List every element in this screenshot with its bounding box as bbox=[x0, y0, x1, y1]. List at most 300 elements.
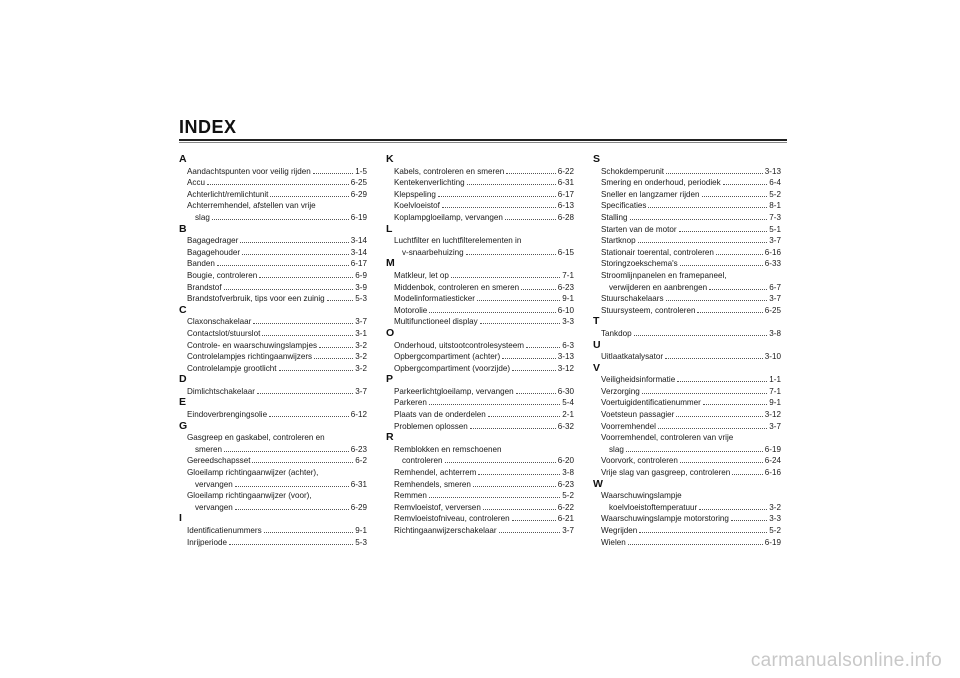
section-letter: O bbox=[386, 326, 395, 339]
entry-page-ref: 6-32 bbox=[557, 421, 574, 431]
entry-text: verwijderen en aanbrengen bbox=[609, 282, 708, 292]
index-entry bbox=[179, 490, 367, 513]
entry-page-ref: 6-16 bbox=[764, 468, 781, 478]
section-letter: U bbox=[593, 338, 601, 351]
section-letter: I bbox=[179, 512, 182, 525]
dot-leader bbox=[680, 455, 763, 463]
entry-text: Middenbok, controleren en smeren bbox=[394, 282, 520, 292]
section-letter: C bbox=[179, 303, 187, 316]
index-entry bbox=[593, 235, 781, 247]
dot-leader bbox=[480, 316, 561, 324]
dot-leader bbox=[502, 351, 556, 359]
index-entry bbox=[593, 224, 781, 236]
entry-text: Motorolie bbox=[394, 305, 428, 315]
index-entry bbox=[386, 340, 574, 352]
index-entry bbox=[179, 409, 367, 421]
entry-text: slag bbox=[609, 444, 624, 454]
index-entry bbox=[179, 386, 367, 398]
entry-text: Banden bbox=[187, 259, 215, 269]
section-letter: S bbox=[593, 153, 601, 165]
entry-page-ref: 6-29 bbox=[350, 502, 367, 512]
entry-text: Brandstof bbox=[187, 282, 222, 292]
index-entry bbox=[179, 537, 367, 549]
index-entry bbox=[386, 305, 574, 317]
entry-page-ref: 6-4 bbox=[769, 178, 781, 188]
entry-text: Specificaties bbox=[601, 201, 647, 211]
index-entry bbox=[593, 432, 781, 455]
dot-leader bbox=[314, 351, 353, 359]
index-column-1 bbox=[179, 154, 367, 548]
entry-page-ref: 6-7 bbox=[769, 282, 781, 292]
index-entry bbox=[593, 467, 781, 479]
dot-leader bbox=[716, 247, 763, 255]
entry-page-ref: 6-15 bbox=[557, 247, 574, 257]
index-entry bbox=[593, 270, 781, 293]
index-column-3 bbox=[593, 154, 781, 548]
section-letter: B bbox=[179, 222, 187, 235]
index-entry bbox=[179, 467, 367, 490]
dot-leader bbox=[467, 177, 556, 185]
entry-text: Stuursysteem, controleren bbox=[601, 305, 696, 315]
entry-text: Parkeren bbox=[394, 398, 427, 408]
index-entry bbox=[179, 247, 367, 259]
entry-page-ref: 3-14 bbox=[350, 236, 367, 246]
dot-leader bbox=[676, 409, 762, 417]
entry-page-ref: 7-3 bbox=[769, 212, 781, 222]
entry-text: Accu bbox=[187, 178, 205, 188]
entry-text: Dimlichtschakelaar bbox=[187, 386, 255, 396]
dot-leader bbox=[677, 374, 767, 382]
index-entry bbox=[593, 200, 781, 212]
entry-page-ref: 3-13 bbox=[557, 352, 574, 362]
dot-leader bbox=[699, 502, 767, 510]
index-entry bbox=[386, 235, 574, 258]
index-entry bbox=[593, 455, 781, 467]
dot-leader bbox=[442, 200, 556, 208]
dot-leader bbox=[252, 455, 353, 463]
entry-text: Aandachtspunten voor veilig rijden bbox=[187, 166, 311, 176]
dot-leader bbox=[526, 340, 560, 348]
title-rule bbox=[179, 139, 787, 141]
entry-text: Remvloeistof, verversen bbox=[394, 502, 481, 512]
entry-page-ref: 3-7 bbox=[562, 526, 574, 535]
dot-leader bbox=[429, 490, 560, 498]
dot-leader bbox=[269, 409, 349, 417]
entry-text: Remmen bbox=[394, 491, 427, 501]
entry-text: Bougie, controleren bbox=[187, 270, 258, 280]
entry-page-ref: 5-1 bbox=[769, 224, 781, 234]
entry-page-ref: 3-9 bbox=[355, 282, 367, 292]
entry-page-ref: 6-24 bbox=[764, 456, 781, 466]
entry-page-ref: 3-7 bbox=[355, 317, 367, 327]
dot-leader bbox=[313, 166, 354, 174]
dot-leader bbox=[666, 166, 763, 174]
entry-page-ref: 3-2 bbox=[355, 352, 367, 362]
entry-text: Uitlaatkatalysator bbox=[601, 352, 664, 362]
entry-page-ref: 3-8 bbox=[562, 468, 574, 478]
dot-leader bbox=[512, 363, 556, 371]
index-entry bbox=[386, 421, 574, 433]
dot-leader bbox=[665, 351, 763, 359]
dot-leader bbox=[224, 444, 349, 452]
entry-text: Kabels, controleren en smeren bbox=[394, 166, 505, 176]
dot-leader bbox=[207, 177, 349, 185]
entry-page-ref: 1-1 bbox=[769, 375, 781, 385]
dot-leader bbox=[512, 513, 556, 521]
dot-leader bbox=[488, 409, 560, 417]
entry-page-ref: 3-14 bbox=[350, 247, 367, 257]
section-letter: E bbox=[179, 396, 187, 409]
section-letter: M bbox=[386, 257, 395, 270]
dot-leader bbox=[697, 305, 762, 313]
entry-text: Stuurschakelaars bbox=[601, 294, 664, 304]
dot-leader bbox=[212, 212, 349, 220]
entry-text: Verzorging bbox=[601, 386, 640, 396]
entry-text: Storingzoekschema's bbox=[601, 259, 678, 269]
entry-text: Achterremhendel, afstellen van vrije bbox=[187, 201, 316, 211]
entry-page-ref: 9-1 bbox=[769, 398, 781, 408]
dot-leader bbox=[499, 525, 561, 533]
entry-page-ref: 3-7 bbox=[769, 236, 781, 246]
index-entry bbox=[386, 386, 574, 398]
index-entry bbox=[179, 282, 367, 294]
entry-page-ref: 6-25 bbox=[350, 178, 367, 188]
section-letter: P bbox=[386, 373, 394, 386]
dot-leader bbox=[253, 316, 353, 324]
index-entry bbox=[386, 363, 574, 375]
index-entry bbox=[386, 282, 574, 294]
dot-leader bbox=[429, 305, 556, 313]
entry-text: Koplampgloeilamp, vervangen bbox=[394, 212, 503, 222]
dot-leader bbox=[229, 537, 353, 545]
dot-leader bbox=[630, 212, 768, 220]
section-letter: K bbox=[386, 153, 394, 165]
entry-page-ref: 3-2 bbox=[355, 363, 367, 373]
entry-page-ref: 6-9 bbox=[355, 270, 367, 280]
entry-text: Inrijperiode bbox=[187, 537, 228, 547]
entry-text: Kentekenverlichting bbox=[394, 178, 465, 188]
section-letter: D bbox=[179, 373, 187, 386]
entry-page-ref: 5-2 bbox=[562, 491, 574, 501]
entry-page-ref: 6-23 bbox=[557, 282, 574, 292]
index-entry bbox=[593, 351, 781, 363]
index-entry bbox=[593, 247, 781, 259]
entry-page-ref: 3-3 bbox=[562, 317, 574, 327]
entry-page-ref: 6-33 bbox=[764, 259, 781, 269]
dot-leader bbox=[235, 479, 349, 487]
dot-leader bbox=[224, 282, 354, 290]
index-entry bbox=[179, 189, 367, 201]
index-entry bbox=[179, 293, 367, 305]
index-entry bbox=[386, 189, 574, 201]
entry-text: Gloeilamp richtingaanwijzer (achter), bbox=[187, 468, 319, 478]
dot-leader bbox=[327, 293, 354, 301]
entry-text: Stationair toerental, controleren bbox=[601, 247, 714, 257]
section-letter: L bbox=[386, 222, 393, 235]
entry-text: smeren bbox=[195, 444, 222, 454]
entry-page-ref: 3-13 bbox=[764, 166, 781, 176]
watermark-text: carmanualsonline.info bbox=[750, 650, 942, 671]
entry-text: Waarschuwingslampje bbox=[601, 491, 682, 501]
entry-text: Veiligheidsinformatie bbox=[601, 375, 676, 385]
entry-text: Controlelampje grootlicht bbox=[187, 363, 277, 373]
index-entry bbox=[593, 328, 781, 340]
index-entry bbox=[386, 270, 574, 282]
entry-page-ref: 6-3 bbox=[562, 340, 574, 350]
dot-leader bbox=[679, 224, 768, 232]
entry-page-ref: 3-10 bbox=[764, 352, 781, 362]
entry-page-ref: 6-29 bbox=[350, 189, 367, 199]
entry-page-ref: 5-3 bbox=[355, 294, 367, 304]
entry-text: Remblokken en remschoenen bbox=[394, 444, 502, 454]
entry-text: Remvloeistofniveau, controleren bbox=[394, 514, 510, 524]
dot-leader bbox=[703, 397, 767, 405]
entry-text: Achterlicht/remlichtunit bbox=[187, 189, 269, 199]
dot-leader bbox=[451, 270, 560, 278]
dot-leader bbox=[270, 189, 348, 197]
entry-text: controleren bbox=[402, 456, 443, 466]
entry-text: Wielen bbox=[601, 537, 626, 547]
entry-page-ref: 3-12 bbox=[557, 363, 574, 373]
entry-page-ref: 9-1 bbox=[355, 526, 367, 535]
entry-page-ref: 3-1 bbox=[355, 328, 367, 338]
entry-page-ref: 2-1 bbox=[562, 410, 574, 420]
index-entry bbox=[179, 525, 367, 537]
entry-text: Sneller en langzamer rijden bbox=[601, 189, 700, 199]
entry-page-ref: 3-7 bbox=[769, 294, 781, 304]
dot-leader bbox=[257, 386, 353, 394]
entry-page-ref: 6-10 bbox=[557, 305, 574, 315]
entry-page-ref: 6-20 bbox=[557, 456, 574, 466]
index-entry bbox=[593, 189, 781, 201]
dot-leader bbox=[648, 200, 767, 208]
dot-leader bbox=[466, 247, 556, 255]
entry-page-ref: 6-16 bbox=[764, 247, 781, 257]
index-entry bbox=[593, 525, 781, 537]
entry-text: Multifunctioneel display bbox=[394, 317, 478, 327]
dot-leader bbox=[516, 386, 556, 394]
index-entry bbox=[386, 513, 574, 525]
index-entry bbox=[179, 340, 367, 352]
entry-text: Richtingaanwijzerschakelaar bbox=[394, 526, 497, 535]
entry-page-ref: 3-8 bbox=[769, 328, 781, 338]
index-entry bbox=[179, 200, 367, 223]
entry-text: vervangen bbox=[195, 479, 233, 489]
dot-leader bbox=[658, 421, 767, 429]
dot-leader bbox=[242, 247, 349, 255]
entry-page-ref: 9-1 bbox=[562, 294, 574, 304]
index-entry bbox=[593, 386, 781, 398]
index-entry bbox=[593, 397, 781, 409]
index-entry bbox=[593, 490, 781, 513]
entry-text: Opbergcompartiment (voorzijde) bbox=[394, 363, 511, 373]
index-entry bbox=[593, 258, 781, 270]
entry-text: Smering en onderhoud, periodiek bbox=[601, 178, 721, 188]
entry-text: Eindoverbrengingsolie bbox=[187, 410, 268, 420]
entry-text: Starten van de motor bbox=[601, 224, 677, 234]
entry-page-ref: 3-7 bbox=[355, 386, 367, 396]
entry-text: Koelvloeistof bbox=[394, 201, 440, 211]
dot-leader bbox=[477, 293, 560, 301]
entry-page-ref: 5-2 bbox=[769, 189, 781, 199]
entry-text: Luchtfilter en luchtfilterelementen in bbox=[394, 236, 522, 246]
index-entry bbox=[386, 166, 574, 178]
index-entry bbox=[386, 409, 574, 421]
index-entry bbox=[593, 409, 781, 421]
entry-page-ref: 6-23 bbox=[557, 479, 574, 489]
section-letter: G bbox=[179, 419, 188, 432]
entry-page-ref: 5-4 bbox=[562, 398, 574, 408]
entry-page-ref: 6-12 bbox=[350, 410, 367, 420]
entry-text: Brandstofverbruik, tips voor een zuinig bbox=[187, 294, 325, 304]
entry-page-ref: 6-30 bbox=[557, 386, 574, 396]
dot-leader bbox=[235, 502, 349, 510]
section-letter: A bbox=[179, 153, 187, 165]
dot-leader bbox=[628, 537, 763, 545]
index-entry bbox=[386, 502, 574, 514]
entry-text: Startknop bbox=[601, 236, 636, 246]
page-title: INDEX bbox=[179, 117, 237, 137]
index-entry bbox=[386, 351, 574, 363]
entry-page-ref: 6-19 bbox=[764, 444, 781, 454]
dot-leader bbox=[639, 525, 767, 533]
entry-page-ref: 6-17 bbox=[350, 259, 367, 269]
index-entry bbox=[386, 479, 574, 491]
entry-page-ref: 5-3 bbox=[355, 537, 367, 547]
index-entry bbox=[593, 293, 781, 305]
entry-text: Voorremhendel, controleren van vrije bbox=[601, 433, 734, 443]
index-entry bbox=[386, 467, 574, 479]
entry-text: Parkeerlichtgloeilamp, vervangen bbox=[394, 386, 514, 396]
entry-text: Controle- en waarschuwingslampjes bbox=[187, 340, 318, 350]
dot-leader bbox=[438, 189, 556, 197]
dot-leader bbox=[723, 177, 768, 185]
entry-text: Waarschuwingslampje motorstoring bbox=[601, 514, 729, 524]
entry-page-ref: 6-19 bbox=[764, 537, 781, 547]
entry-text: vervangen bbox=[195, 502, 233, 512]
index-entry bbox=[179, 432, 367, 455]
index-entry bbox=[386, 444, 574, 467]
entry-text: Stalling bbox=[601, 212, 628, 222]
dot-leader bbox=[505, 212, 556, 220]
entry-text: Identificatienummers bbox=[187, 526, 262, 535]
entry-text: Contactslot/stuurslot bbox=[187, 328, 261, 338]
entry-text: v-snaarbehuizing bbox=[402, 247, 464, 257]
dot-leader bbox=[470, 421, 556, 429]
entry-text: Remhendel, achterrem bbox=[394, 468, 477, 478]
entry-text: Voetsteun passagier bbox=[601, 410, 675, 420]
entry-page-ref: 6-22 bbox=[557, 502, 574, 512]
entry-text: slag bbox=[195, 212, 210, 222]
index-entry bbox=[593, 166, 781, 178]
entry-page-ref: 6-28 bbox=[557, 212, 574, 222]
entry-text: koelvloeistoftemperatuur bbox=[609, 502, 698, 512]
entry-page-ref: 6-23 bbox=[350, 444, 367, 454]
dot-leader bbox=[666, 293, 768, 301]
section-letter: V bbox=[593, 361, 601, 374]
dot-leader bbox=[259, 270, 353, 278]
entry-text: Matkleur, let op bbox=[394, 270, 449, 280]
dot-leader bbox=[445, 455, 556, 463]
section-letter: T bbox=[593, 315, 600, 328]
entry-page-ref: 6-17 bbox=[557, 189, 574, 199]
dot-leader bbox=[478, 467, 560, 475]
index-entry bbox=[179, 328, 367, 340]
index-entry bbox=[593, 177, 781, 189]
dot-leader bbox=[262, 328, 353, 336]
index-entry bbox=[179, 270, 367, 282]
dot-leader bbox=[702, 189, 768, 197]
entry-text: Claxonschakelaar bbox=[187, 317, 252, 327]
index-entry bbox=[179, 351, 367, 363]
entry-page-ref: 6-21 bbox=[557, 514, 574, 524]
entry-text: Voorremhendel bbox=[601, 421, 656, 431]
dot-leader bbox=[473, 479, 556, 487]
entry-text: Gloeilamp richtingaanwijzer (voor), bbox=[187, 491, 312, 501]
entry-page-ref: 3-12 bbox=[764, 410, 781, 420]
index-entry bbox=[386, 212, 574, 224]
entry-text: Bagagehouder bbox=[187, 247, 241, 257]
dot-leader bbox=[626, 444, 763, 452]
entry-page-ref: 6-19 bbox=[350, 212, 367, 222]
index-entry bbox=[593, 374, 781, 386]
index-entry bbox=[179, 166, 367, 178]
dot-leader bbox=[521, 282, 556, 290]
title-rule-thin bbox=[179, 142, 787, 143]
dot-leader bbox=[709, 282, 767, 290]
index-entry bbox=[386, 177, 574, 189]
entry-text: Controlelampjes richtingaanwijzers bbox=[187, 352, 313, 362]
entry-text: Vrije slag van gasgreep, controleren bbox=[601, 468, 731, 478]
index-entry bbox=[179, 258, 367, 270]
dot-leader bbox=[319, 340, 353, 348]
entry-page-ref: 3-7 bbox=[769, 421, 781, 431]
entry-text: Stroomlijnpanelen en framepaneel, bbox=[601, 270, 727, 280]
entry-text: Problemen oplossen bbox=[394, 421, 468, 431]
index-entry bbox=[593, 212, 781, 224]
dot-leader bbox=[506, 166, 556, 174]
dot-leader bbox=[638, 235, 768, 243]
entry-text: Klepspeling bbox=[394, 189, 436, 199]
dot-leader bbox=[634, 328, 768, 336]
entry-page-ref: 1-5 bbox=[355, 166, 367, 176]
dot-leader bbox=[731, 513, 767, 521]
entry-text: Onderhoud, uitstootcontrolesysteem bbox=[394, 340, 525, 350]
index-column-2 bbox=[386, 154, 574, 537]
dot-leader bbox=[217, 258, 349, 266]
entry-page-ref: 6-13 bbox=[557, 201, 574, 211]
index-entry bbox=[179, 363, 367, 375]
index-entry bbox=[593, 305, 781, 317]
entry-page-ref: 5-2 bbox=[769, 526, 781, 535]
dot-leader bbox=[264, 525, 354, 533]
dot-leader bbox=[279, 363, 354, 371]
entry-text: Bagagedrager bbox=[187, 236, 239, 246]
entry-page-ref: 7-1 bbox=[769, 386, 781, 396]
dot-leader bbox=[732, 467, 763, 475]
index-entry bbox=[179, 235, 367, 247]
entry-text: Gereedschapsset bbox=[187, 456, 251, 466]
entry-text: Wegrijden bbox=[601, 526, 638, 535]
index-entry bbox=[179, 177, 367, 189]
entry-page-ref: 6-22 bbox=[557, 166, 574, 176]
section-letter: W bbox=[593, 477, 603, 490]
entry-text: Tankdop bbox=[601, 328, 632, 338]
index-entry bbox=[386, 293, 574, 305]
entry-page-ref: 6-25 bbox=[764, 305, 781, 315]
entry-text: Voertuigidentificatienummer bbox=[601, 398, 701, 408]
entry-page-ref: 6-31 bbox=[557, 178, 574, 188]
